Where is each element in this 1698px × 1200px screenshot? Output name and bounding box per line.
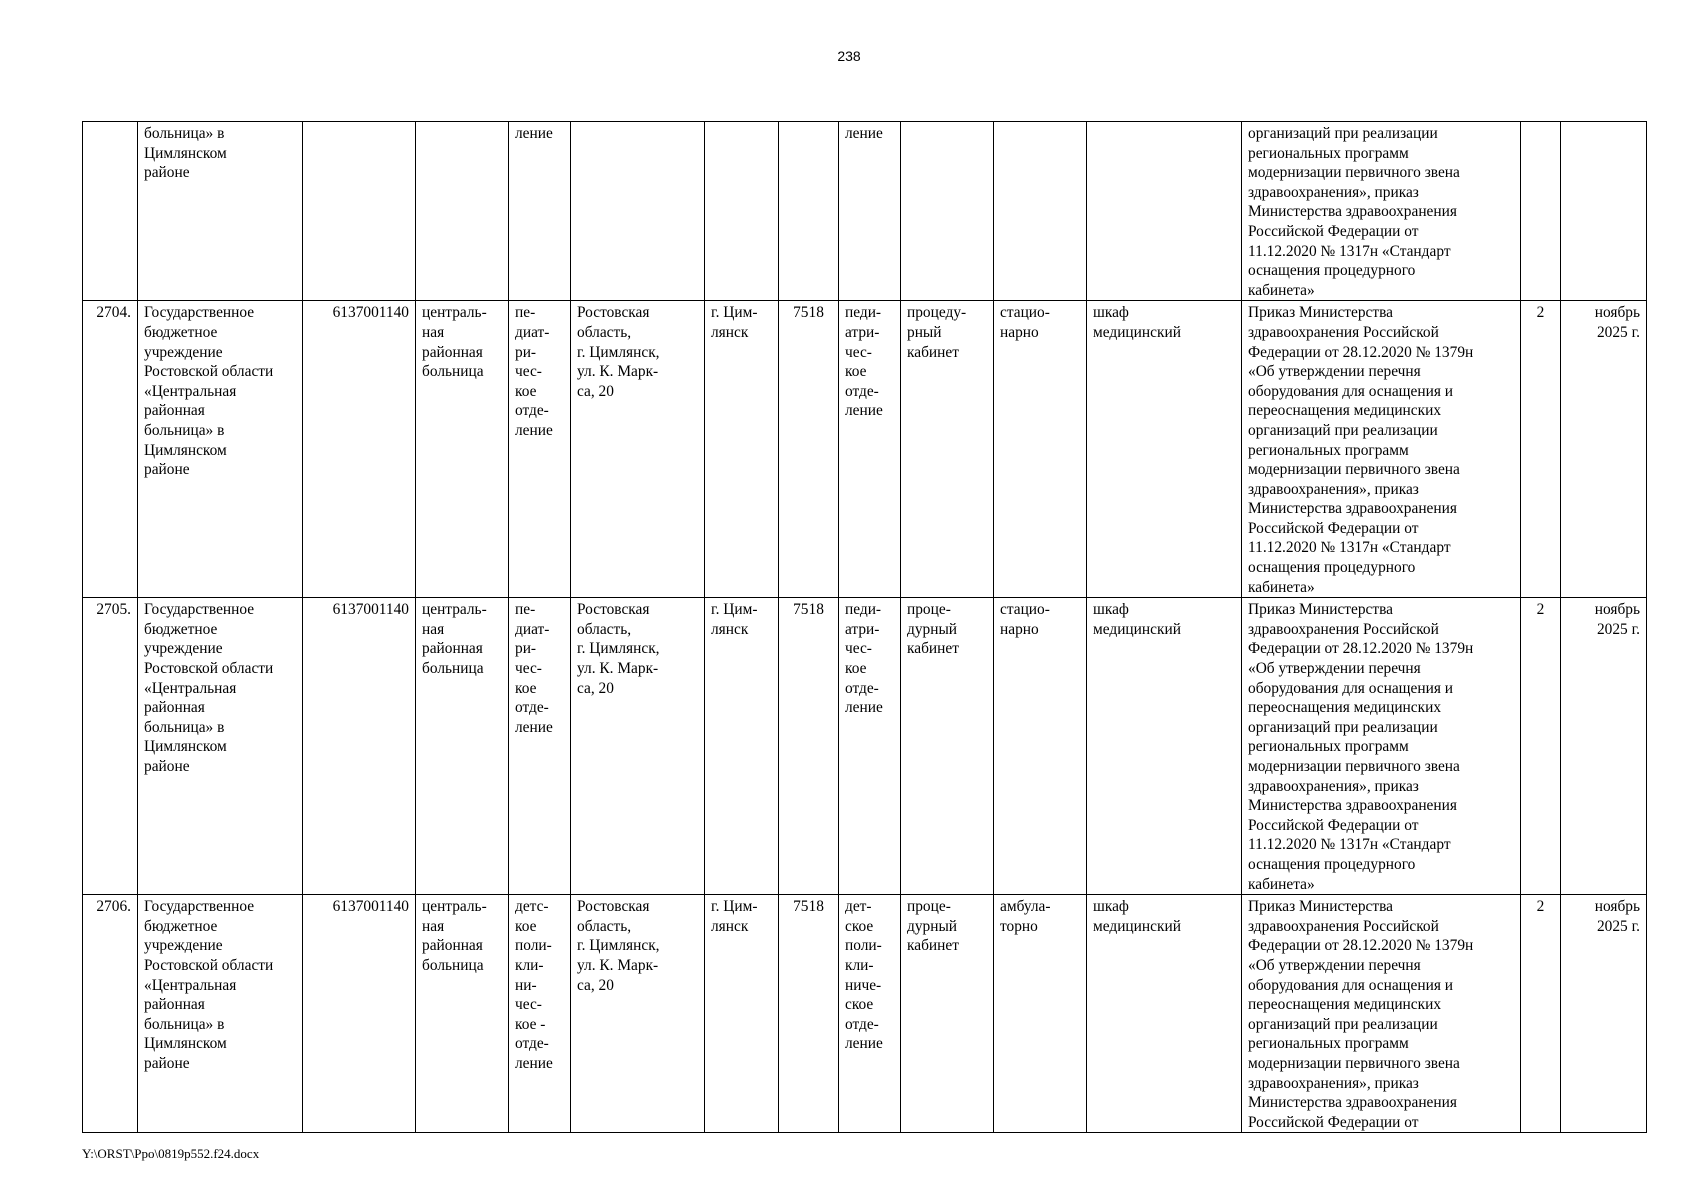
cell-number: 2706. — [83, 895, 138, 1133]
cell-care-form — [994, 122, 1087, 301]
page-number: 238 — [837, 48, 861, 64]
cell-quantity — [1521, 122, 1561, 301]
cell-care-form: стацио- нарно — [994, 301, 1087, 598]
cell-date — [1561, 122, 1647, 301]
cell-inn — [303, 122, 416, 301]
cell-unit: педи- атри- чес- кое отде- ление — [839, 598, 901, 895]
cell-organization: Государственное бюджетное учреждение Ростовской области «Центральная районная больница» в Цимлянском районе — [138, 895, 303, 1133]
cell-number: 2704. — [83, 301, 138, 598]
cell-quantity: 2 — [1521, 895, 1561, 1133]
cell-date: ноябрь 2025 г. — [1561, 895, 1647, 1133]
cell-organization: Государственное бюджетное учреждение Ростовской области «Центральная районная больница» в Цимлянском районе — [138, 301, 303, 598]
cell-division: пе- диат- ри- чес- кое отде- ление — [509, 598, 571, 895]
cell-org-type — [416, 122, 509, 301]
cell-inn: 6137001140 — [303, 895, 416, 1133]
cell-date: ноябрь 2025 г. — [1561, 301, 1647, 598]
cell-address: Ростовская область, г. Цимлянск, ул. К. Марк- са, 20 — [571, 895, 705, 1133]
cell-equipment: шкаф медицинский — [1087, 598, 1242, 895]
cell-room — [901, 122, 994, 301]
cell-unit: педи- атри- чес- кое отде- ление — [839, 301, 901, 598]
cell-number: 2705. — [83, 598, 138, 895]
cell-division: ление — [509, 122, 571, 301]
cell-equipment: шкаф медицинский — [1087, 301, 1242, 598]
equipment-table — [82, 121, 1647, 1133]
cell-care-form: стацио- нарно — [994, 598, 1087, 895]
cell-room: проце- дурный кабинет — [901, 598, 994, 895]
cell-locality: г. Цим- лянск — [705, 598, 779, 895]
table-row — [83, 895, 1647, 1133]
cell-equipment: шкаф медицинский — [1087, 895, 1242, 1133]
cell-address: Ростовская область, г. Цимлянск, ул. К. Марк- са, 20 — [571, 301, 705, 598]
cell-code — [779, 122, 839, 301]
cell-unit: ление — [839, 122, 901, 301]
cell-inn: 6137001140 — [303, 301, 416, 598]
cell-equipment — [1087, 122, 1242, 301]
cell-care-form: амбула- торно — [994, 895, 1087, 1133]
cell-division: детс- кое поли- кли- ни- чес- кое - отде- ление — [509, 895, 571, 1133]
cell-quantity: 2 — [1521, 301, 1561, 598]
cell-code: 7518 — [779, 301, 839, 598]
table-row — [83, 598, 1647, 895]
cell-basis: Приказ Министерства здравоохранения Российской Федерации от 28.12.2020 № 1379н «Об утверждении перечня оборудования для оснащения и переоснащения медицинских организаций при реализации региональных программ модернизации первичного звена здравоохранения», приказ Министерства здравоохранения Российской Федерации от 11.12.2020 № 1317н «Стандарт оснащения процедурного кабинета» — [1242, 301, 1521, 598]
cell-code: 7518 — [779, 598, 839, 895]
cell-basis: Приказ Министерства здравоохранения Российской Федерации от 28.12.2020 № 1379н «Об утверждении перечня оборудования для оснащения и переоснащения медицинских организаций при реализации региональных программ модернизации первичного звена здравоохранения», приказ Министерства здравоохранения Российской Федерации от — [1242, 895, 1521, 1133]
cell-room: проце- дурный кабинет — [901, 895, 994, 1133]
cell-unit: дет- ское поли- кли- ниче- ское отде- ление — [839, 895, 901, 1133]
cell-org-type: централь- ная районная больница — [416, 301, 509, 598]
cell-organization: больница» в Цимлянском районе — [138, 122, 303, 301]
cell-address — [571, 122, 705, 301]
cell-address: Ростовская область, г. Цимлянск, ул. К. Марк- са, 20 — [571, 598, 705, 895]
cell-org-type: централь- ная районная больница — [416, 598, 509, 895]
cell-organization: Государственное бюджетное учреждение Ростовской области «Центральная районная больница» в Цимлянском районе — [138, 598, 303, 895]
cell-division: пе- диат- ри- чес- кое отде- ление — [509, 301, 571, 598]
cell-quantity: 2 — [1521, 598, 1561, 895]
cell-org-type: централь- ная районная больница — [416, 895, 509, 1133]
cell-code: 7518 — [779, 895, 839, 1133]
table-row — [83, 301, 1647, 598]
cell-basis: Приказ Министерства здравоохранения Российской Федерации от 28.12.2020 № 1379н «Об утверждении перечня оборудования для оснащения и переоснащения медицинских организаций при реализации региональных программ модернизации первичного звена здравоохранения», приказ Министерства здравоохранения Российской Федерации от 11.12.2020 № 1317н «Стандарт оснащения процедурного кабинета» — [1242, 598, 1521, 895]
table-row — [83, 122, 1647, 301]
cell-room: процеду- рный кабинет — [901, 301, 994, 598]
cell-date: ноябрь 2025 г. — [1561, 598, 1647, 895]
cell-inn: 6137001140 — [303, 598, 416, 895]
cell-locality — [705, 122, 779, 301]
cell-locality: г. Цим- лянск — [705, 301, 779, 598]
footer-file-path: Y:\ORST\Ppo\0819p552.f24.docx — [82, 1146, 260, 1161]
cell-basis: организаций при реализации региональных программ модернизации первичного звена здравоохранения», приказ Министерства здравоохранения Российской Федерации от 11.12.2020 № 1317н «Стандарт оснащения процедурного кабинета» — [1242, 122, 1521, 301]
cell-locality: г. Цим- лянск — [705, 895, 779, 1133]
cell-number — [83, 122, 138, 301]
